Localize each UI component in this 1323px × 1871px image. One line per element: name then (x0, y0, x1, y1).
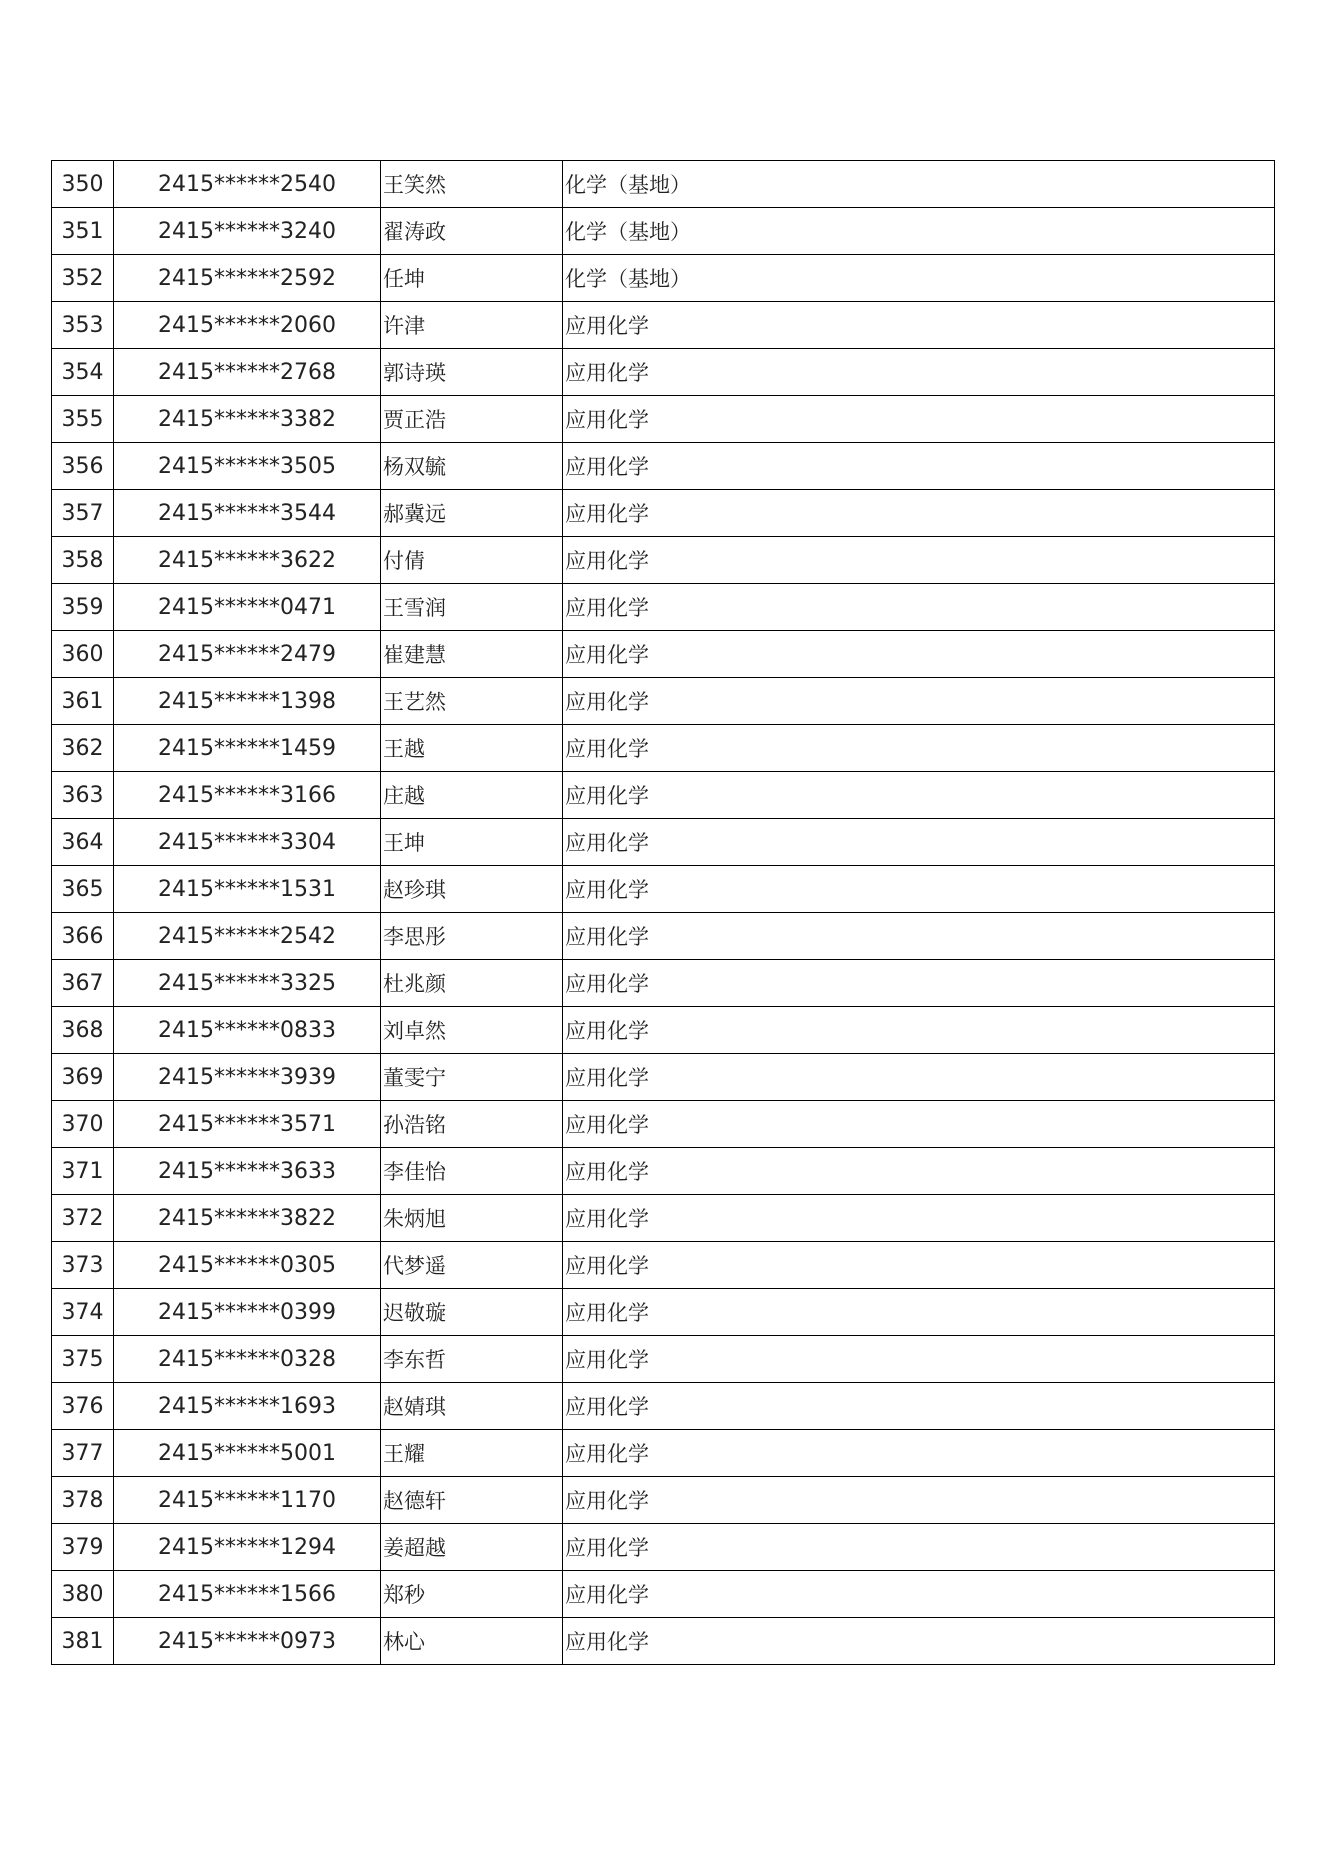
student-id-cell: 2415******3240 (114, 208, 381, 255)
student-list-table (51, 160, 1275, 1665)
student-name-cell: 林心 (381, 1618, 563, 1665)
student-name-cell: 王坤 (381, 819, 563, 866)
row-number-cell: 367 (52, 960, 114, 1007)
student-name-cell: 贾正浩 (381, 396, 563, 443)
row-number-cell: 360 (52, 631, 114, 678)
table-row (52, 396, 1275, 443)
row-number-cell: 376 (52, 1383, 114, 1430)
student-id-cell: 2415******1398 (114, 678, 381, 725)
student-id-cell: 2415******3571 (114, 1101, 381, 1148)
student-name-cell: 赵珍琪 (381, 866, 563, 913)
row-number-cell: 350 (52, 161, 114, 208)
major-cell: 应用化学 (563, 1101, 1275, 1148)
row-number-cell: 369 (52, 1054, 114, 1101)
major-cell: 应用化学 (563, 1148, 1275, 1195)
student-id-cell: 2415******2479 (114, 631, 381, 678)
table-row (52, 725, 1275, 772)
table-row (52, 819, 1275, 866)
row-number-cell: 370 (52, 1101, 114, 1148)
table-row (52, 1336, 1275, 1383)
major-cell: 应用化学 (563, 1571, 1275, 1618)
student-id-cell: 2415******5001 (114, 1430, 381, 1477)
row-number-cell: 380 (52, 1571, 114, 1618)
student-id-cell: 2415******3544 (114, 490, 381, 537)
student-name-cell: 代梦遥 (381, 1242, 563, 1289)
major-cell: 应用化学 (563, 1289, 1275, 1336)
table-row (52, 490, 1275, 537)
major-cell: 化学（基地） (563, 255, 1275, 302)
row-number-cell: 358 (52, 537, 114, 584)
student-name-cell: 赵德轩 (381, 1477, 563, 1524)
row-number-cell: 355 (52, 396, 114, 443)
major-cell: 应用化学 (563, 584, 1275, 631)
student-id-cell: 2415******3325 (114, 960, 381, 1007)
student-name-cell: 王越 (381, 725, 563, 772)
table-row (52, 866, 1275, 913)
row-number-cell: 352 (52, 255, 114, 302)
row-number-cell: 379 (52, 1524, 114, 1571)
student-id-cell: 2415******2540 (114, 161, 381, 208)
major-cell: 应用化学 (563, 960, 1275, 1007)
table-row (52, 1054, 1275, 1101)
major-cell: 化学（基地） (563, 208, 1275, 255)
table-row (52, 1430, 1275, 1477)
major-cell: 应用化学 (563, 443, 1275, 490)
student-id-cell: 2415******0328 (114, 1336, 381, 1383)
major-cell: 应用化学 (563, 537, 1275, 584)
table-row (52, 255, 1275, 302)
student-name-cell: 迟敬璇 (381, 1289, 563, 1336)
table-row (52, 1101, 1275, 1148)
student-id-cell: 2415******0833 (114, 1007, 381, 1054)
row-number-cell: 353 (52, 302, 114, 349)
student-name-cell: 姜超越 (381, 1524, 563, 1571)
table-row (52, 208, 1275, 255)
student-id-cell: 2415******2542 (114, 913, 381, 960)
student-name-cell: 李东哲 (381, 1336, 563, 1383)
student-name-cell: 许津 (381, 302, 563, 349)
student-id-cell: 2415******1566 (114, 1571, 381, 1618)
row-number-cell: 377 (52, 1430, 114, 1477)
student-name-cell: 王艺然 (381, 678, 563, 725)
student-name-cell: 李佳怡 (381, 1148, 563, 1195)
table-row (52, 1007, 1275, 1054)
student-id-cell: 2415******0399 (114, 1289, 381, 1336)
table-row (52, 584, 1275, 631)
student-name-cell: 朱炳旭 (381, 1195, 563, 1242)
major-cell: 应用化学 (563, 866, 1275, 913)
table-row (52, 1195, 1275, 1242)
table-row (52, 302, 1275, 349)
student-name-cell: 庄越 (381, 772, 563, 819)
student-name-cell: 郭诗瑛 (381, 349, 563, 396)
student-name-cell: 刘卓然 (381, 1007, 563, 1054)
major-cell: 应用化学 (563, 631, 1275, 678)
row-number-cell: 351 (52, 208, 114, 255)
student-id-cell: 2415******2768 (114, 349, 381, 396)
major-cell: 应用化学 (563, 1195, 1275, 1242)
student-id-cell: 2415******3505 (114, 443, 381, 490)
student-id-cell: 2415******1693 (114, 1383, 381, 1430)
student-id-cell: 2415******3822 (114, 1195, 381, 1242)
major-cell: 应用化学 (563, 1383, 1275, 1430)
major-cell: 应用化学 (563, 302, 1275, 349)
student-name-cell: 杜兆颜 (381, 960, 563, 1007)
major-cell: 应用化学 (563, 490, 1275, 537)
student-name-cell: 郑秒 (381, 1571, 563, 1618)
student-id-cell: 2415******0471 (114, 584, 381, 631)
student-name-cell: 杨双毓 (381, 443, 563, 490)
major-cell: 应用化学 (563, 1477, 1275, 1524)
row-number-cell: 363 (52, 772, 114, 819)
student-id-cell: 2415******2592 (114, 255, 381, 302)
row-number-cell: 359 (52, 584, 114, 631)
major-cell: 应用化学 (563, 1336, 1275, 1383)
student-name-cell: 孙浩铭 (381, 1101, 563, 1148)
row-number-cell: 365 (52, 866, 114, 913)
major-cell: 应用化学 (563, 349, 1275, 396)
row-number-cell: 373 (52, 1242, 114, 1289)
student-name-cell: 翟涛政 (381, 208, 563, 255)
table-row (52, 1383, 1275, 1430)
row-number-cell: 372 (52, 1195, 114, 1242)
major-cell: 应用化学 (563, 1524, 1275, 1571)
table-row (52, 772, 1275, 819)
student-id-cell: 2415******3166 (114, 772, 381, 819)
row-number-cell: 356 (52, 443, 114, 490)
row-number-cell: 364 (52, 819, 114, 866)
student-id-cell: 2415******3939 (114, 1054, 381, 1101)
table-row (52, 913, 1275, 960)
row-number-cell: 374 (52, 1289, 114, 1336)
major-cell: 应用化学 (563, 772, 1275, 819)
student-id-cell: 2415******1459 (114, 725, 381, 772)
table-row (52, 1242, 1275, 1289)
row-number-cell: 371 (52, 1148, 114, 1195)
student-id-cell: 2415******3382 (114, 396, 381, 443)
student-name-cell: 郝冀远 (381, 490, 563, 537)
student-name-cell: 崔建慧 (381, 631, 563, 678)
student-name-cell: 赵婧琪 (381, 1383, 563, 1430)
row-number-cell: 357 (52, 490, 114, 537)
student-id-cell: 2415******0973 (114, 1618, 381, 1665)
table-row (52, 1148, 1275, 1195)
student-id-cell: 2415******0305 (114, 1242, 381, 1289)
student-id-cell: 2415******1170 (114, 1477, 381, 1524)
major-cell: 化学（基地） (563, 161, 1275, 208)
major-cell: 应用化学 (563, 1054, 1275, 1101)
table-row (52, 1618, 1275, 1665)
major-cell: 应用化学 (563, 396, 1275, 443)
major-cell: 应用化学 (563, 678, 1275, 725)
student-id-cell: 2415******1531 (114, 866, 381, 913)
table-row (52, 1477, 1275, 1524)
major-cell: 应用化学 (563, 819, 1275, 866)
table-row (52, 161, 1275, 208)
row-number-cell: 354 (52, 349, 114, 396)
row-number-cell: 362 (52, 725, 114, 772)
student-name-cell: 任坤 (381, 255, 563, 302)
row-number-cell: 368 (52, 1007, 114, 1054)
student-name-cell: 王笑然 (381, 161, 563, 208)
student-name-cell: 王雪润 (381, 584, 563, 631)
student-name-cell: 董雯宁 (381, 1054, 563, 1101)
student-id-cell: 2415******2060 (114, 302, 381, 349)
major-cell: 应用化学 (563, 1618, 1275, 1665)
student-id-cell: 2415******1294 (114, 1524, 381, 1571)
row-number-cell: 361 (52, 678, 114, 725)
table-row (52, 678, 1275, 725)
row-number-cell: 375 (52, 1336, 114, 1383)
table-row (52, 1524, 1275, 1571)
student-id-cell: 2415******3304 (114, 819, 381, 866)
table-body (52, 161, 1275, 1665)
major-cell: 应用化学 (563, 1430, 1275, 1477)
student-name-cell: 王耀 (381, 1430, 563, 1477)
major-cell: 应用化学 (563, 725, 1275, 772)
student-name-cell: 付倩 (381, 537, 563, 584)
table-row (52, 960, 1275, 1007)
table-row (52, 537, 1275, 584)
major-cell: 应用化学 (563, 1242, 1275, 1289)
student-id-cell: 2415******3633 (114, 1148, 381, 1195)
major-cell: 应用化学 (563, 1007, 1275, 1054)
student-name-cell: 李思彤 (381, 913, 563, 960)
major-cell: 应用化学 (563, 913, 1275, 960)
table-row (52, 443, 1275, 490)
table-row (52, 1289, 1275, 1336)
table-row (52, 1571, 1275, 1618)
table-row (52, 349, 1275, 396)
row-number-cell: 378 (52, 1477, 114, 1524)
row-number-cell: 366 (52, 913, 114, 960)
row-number-cell: 381 (52, 1618, 114, 1665)
student-id-cell: 2415******3622 (114, 537, 381, 584)
table-row (52, 631, 1275, 678)
